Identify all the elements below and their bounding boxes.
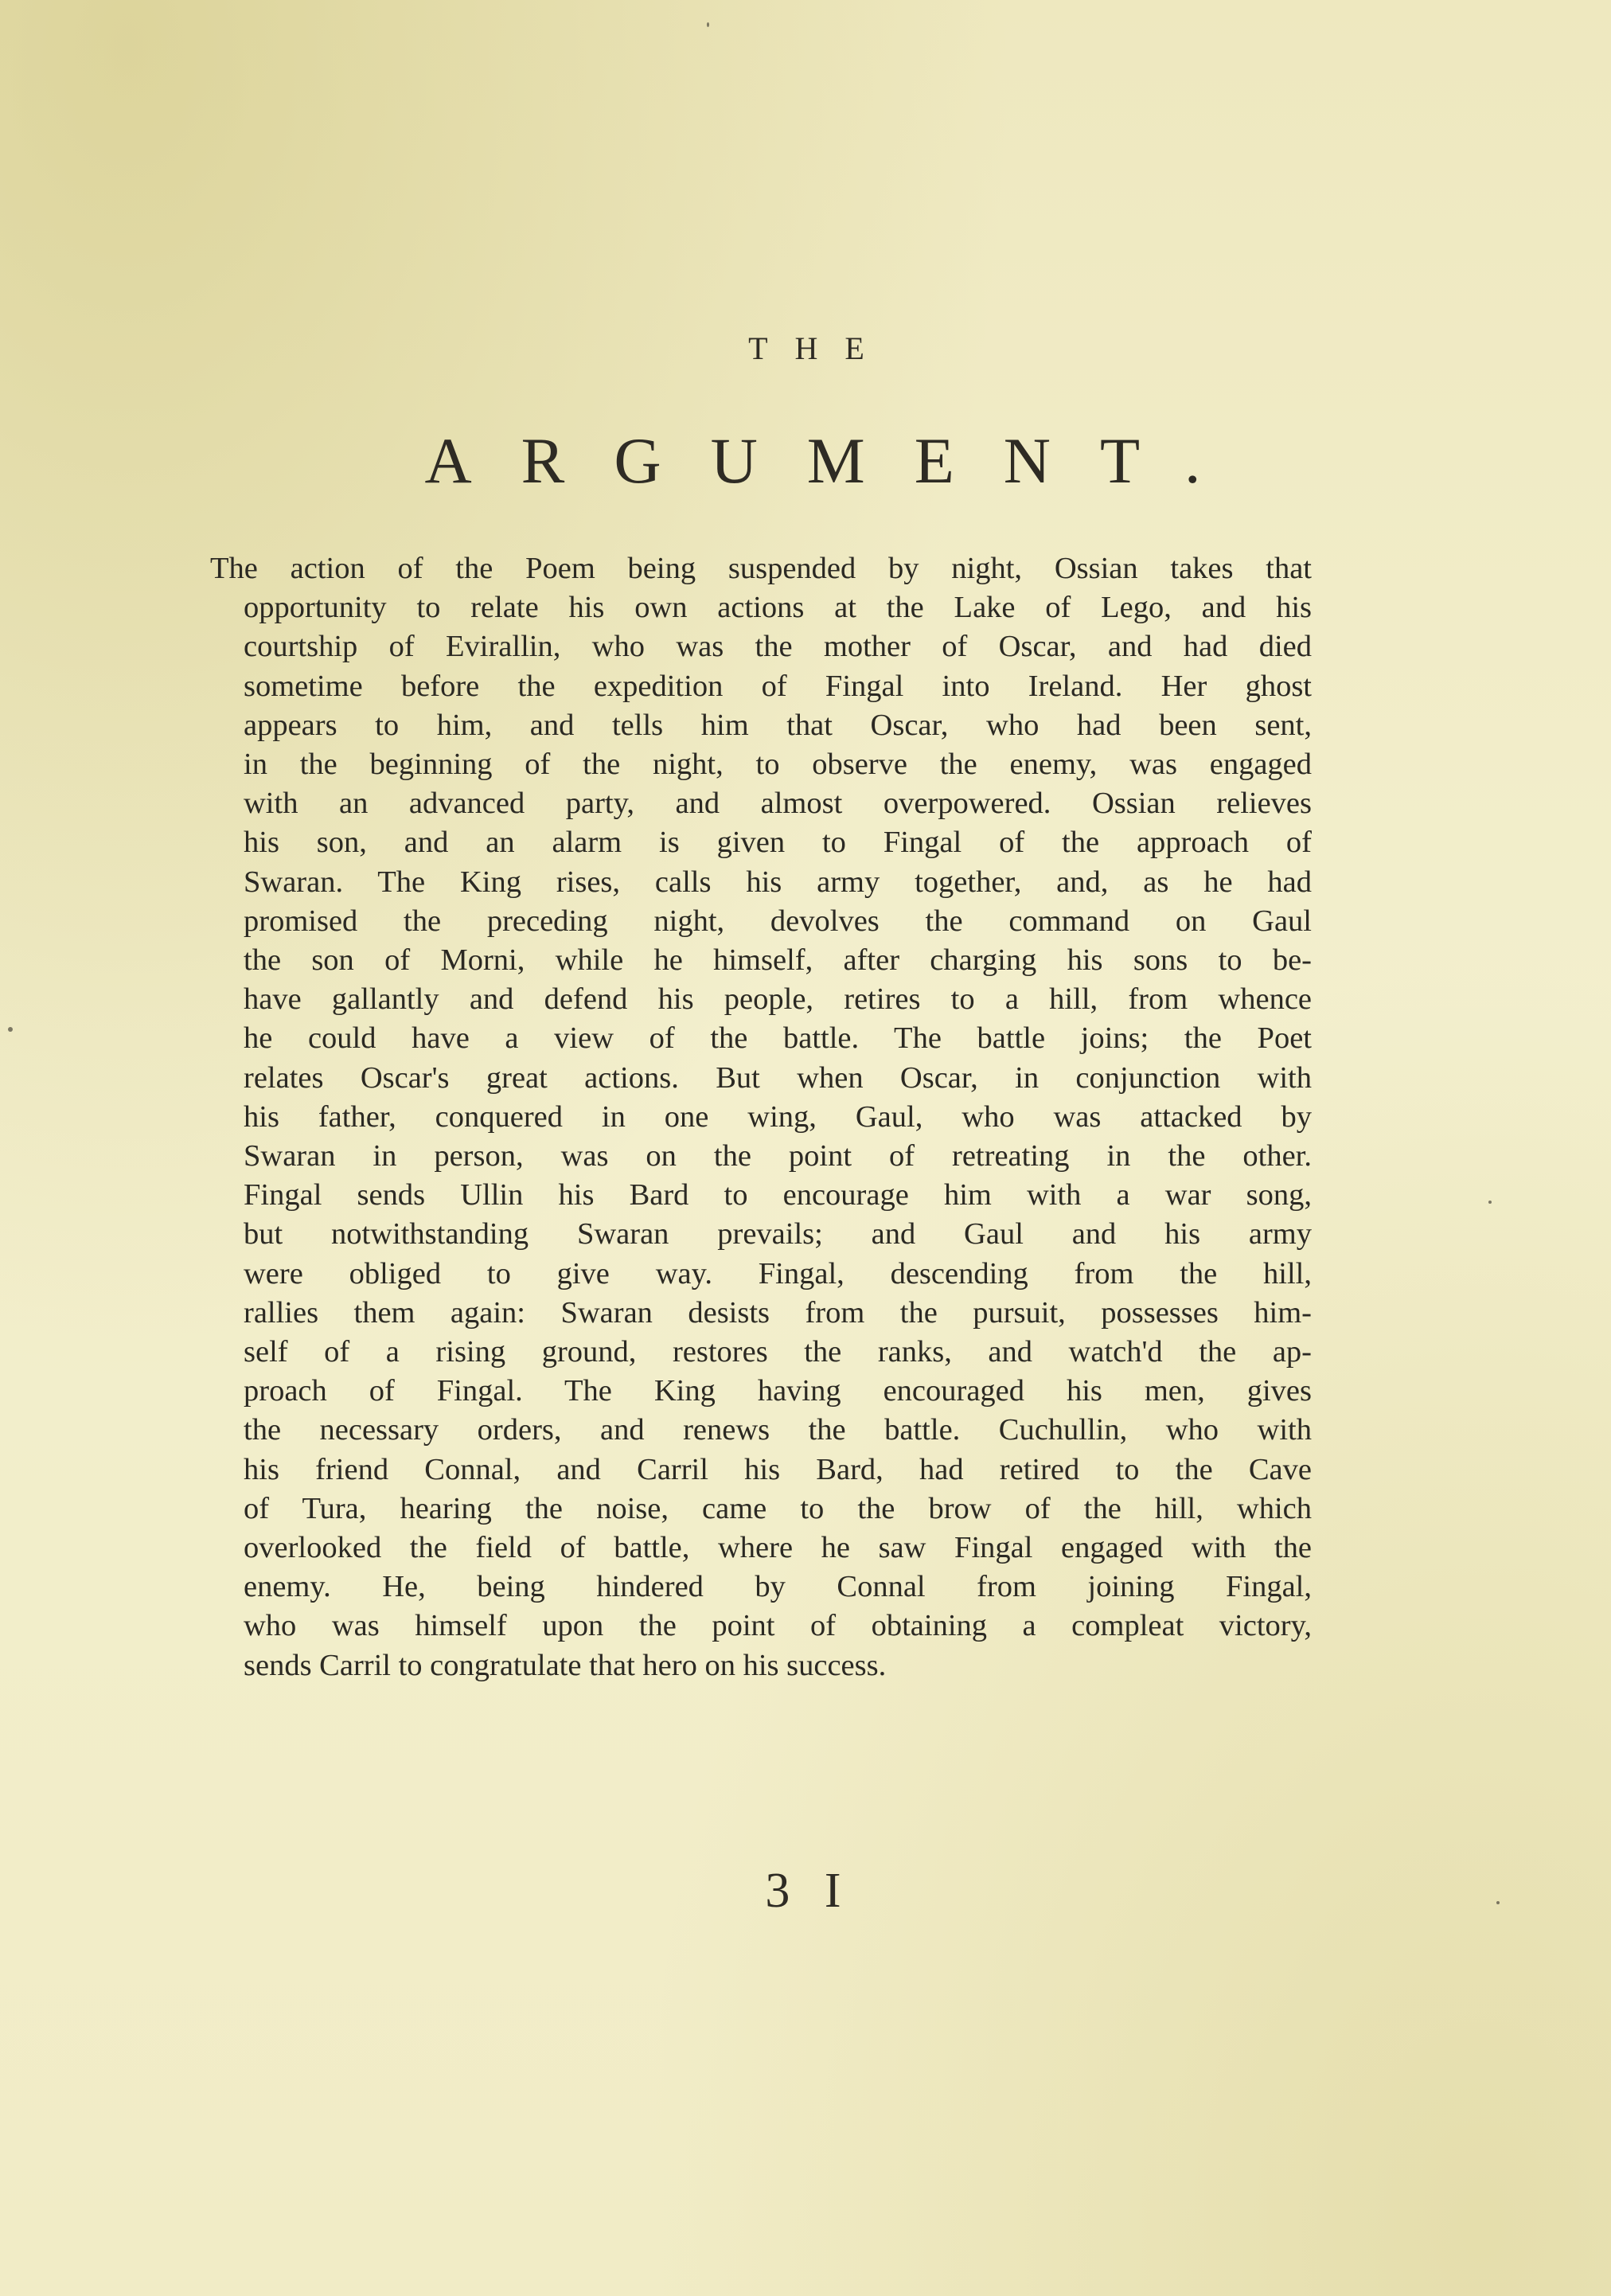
ink-speck	[1488, 1201, 1492, 1204]
text-line: Fingal sends Ullin his Bard to encourage him with a war song,	[244, 1178, 1312, 1212]
text-line: promised the preceding night, devolves the command on Gaul	[244, 904, 1312, 938]
header-argument: ARGUMENT.	[424, 424, 1250, 497]
text-line: rallies them again: Swaran desists from the pursuit, possesses him-	[244, 1295, 1312, 1330]
text-line: the son of Morni, while he himself, after charging his sons to be-	[244, 943, 1312, 978]
ink-speck	[8, 1027, 13, 1032]
text-line: have gallantly and defend his people, retires to a hill, from whence	[244, 982, 1312, 1017]
text-line: appears to him, and tells him that Oscar, who had been sent,	[244, 708, 1312, 742]
text-line: of Tura, hearing the noise, came to the brow of the hill, which	[244, 1491, 1312, 1525]
text-line: overlooked the field of battle, where he saw Fingal engaged with the	[244, 1531, 1312, 1565]
text-line: enemy. He, being hindered by Connal from joining Fingal,	[244, 1570, 1312, 1604]
text-line: relates Oscar's great actions. But when Oscar, in conjunction with	[244, 1060, 1312, 1095]
text-line: sometime before the expedition of Fingal into Ireland. Her ghost	[244, 669, 1312, 703]
text-line: opportunity to relate his own actions at the Lake of Lego, and his	[244, 591, 1312, 625]
text-line: with an advanced party, and almost overpowered. Ossian relieves	[244, 787, 1312, 821]
text-line: Swaran. The King rises, calls his army together, and, as he had	[244, 865, 1312, 899]
text-line: his father, conquered in one wing, Gaul, who was attacked by	[244, 1099, 1312, 1134]
text-line: the necessary orders, and renews the battle. Cuchullin, who with	[244, 1413, 1312, 1447]
argument-paragraph	[210, 549, 1312, 1685]
page-number: 3 I	[765, 1864, 852, 1918]
text-line: who was himself upon the point of obtaining a compleat victory,	[244, 1609, 1312, 1643]
text-line: Swaran in person, was on the point of retreating in the other.	[244, 1139, 1312, 1173]
text-line: were obliged to give way. Fingal, descending from the hill,	[244, 1256, 1312, 1291]
text-line: his friend Connal, and Carril his Bard, had retired to the Cave	[244, 1452, 1312, 1486]
ink-speck	[707, 22, 709, 27]
text-line: self of a rising ground, restores the ranks, and watch'd the ap-	[244, 1335, 1312, 1369]
text-line: sends Carril to congratulate that hero on his success.	[244, 1648, 887, 1682]
text-line: proach of Fingal. The King having encouraged his men, gives	[244, 1374, 1312, 1408]
text-line: but notwithstanding Swaran prevails; and Gaul and his army	[244, 1217, 1312, 1251]
ink-speck	[1496, 1901, 1500, 1904]
header-the: THE	[748, 330, 891, 366]
text-line: courtship of Evirallin, who was the mother of Oscar, and had died	[244, 630, 1312, 664]
text-line: in the beginning of the night, to observe the enemy, was engaged	[244, 748, 1312, 782]
text-line: his son, and an alarm is given to Fingal of the approach of	[244, 826, 1312, 860]
text-line: The action of the Poem being suspended by night, Ossian takes that	[210, 552, 1312, 585]
text-line: he could have a view of the battle. The battle joins; the Poet	[244, 1021, 1312, 1056]
